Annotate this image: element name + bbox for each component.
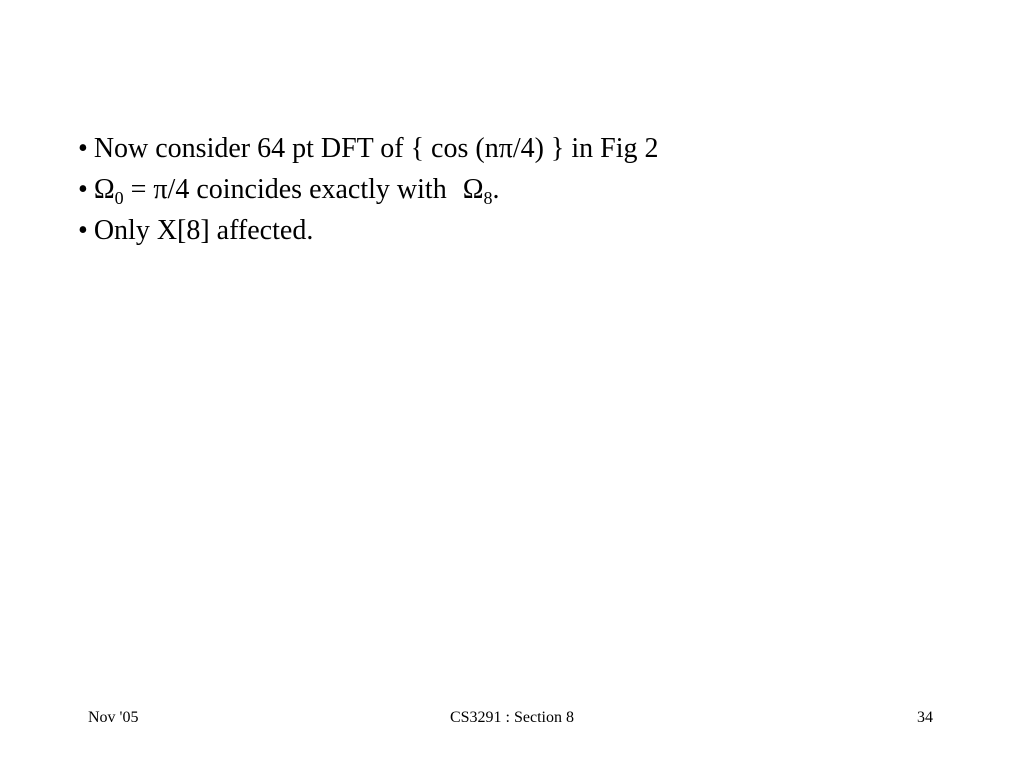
bullet-text: Now consider 64 pt DFT of { cos (nπ/4) } in Fig 2 [93,133,659,164]
bullet-text: Only X[8] affected. [93,215,314,246]
bullet-item [78,169,978,210]
bullet-item [78,128,978,169]
bullet-dot: • [78,133,88,164]
omega-symbol: Ω [93,174,115,205]
bullet-item [78,210,978,251]
footer-date: Nov '05 [88,709,139,726]
bullet-dot: • [78,215,88,246]
subscript-eight: 8 [483,188,493,208]
bullet-text: = π/4 coincides exactly with [123,174,454,205]
slide-body [78,128,978,251]
subscript-zero: 0 [114,188,124,208]
bullet-text-end: . [492,174,500,205]
omega-symbol: Ω [462,174,484,205]
footer-page-number: 34 [917,709,933,726]
bullet-dot: • [78,174,88,205]
footer-title: CS3291 : Section 8 [449,709,574,726]
